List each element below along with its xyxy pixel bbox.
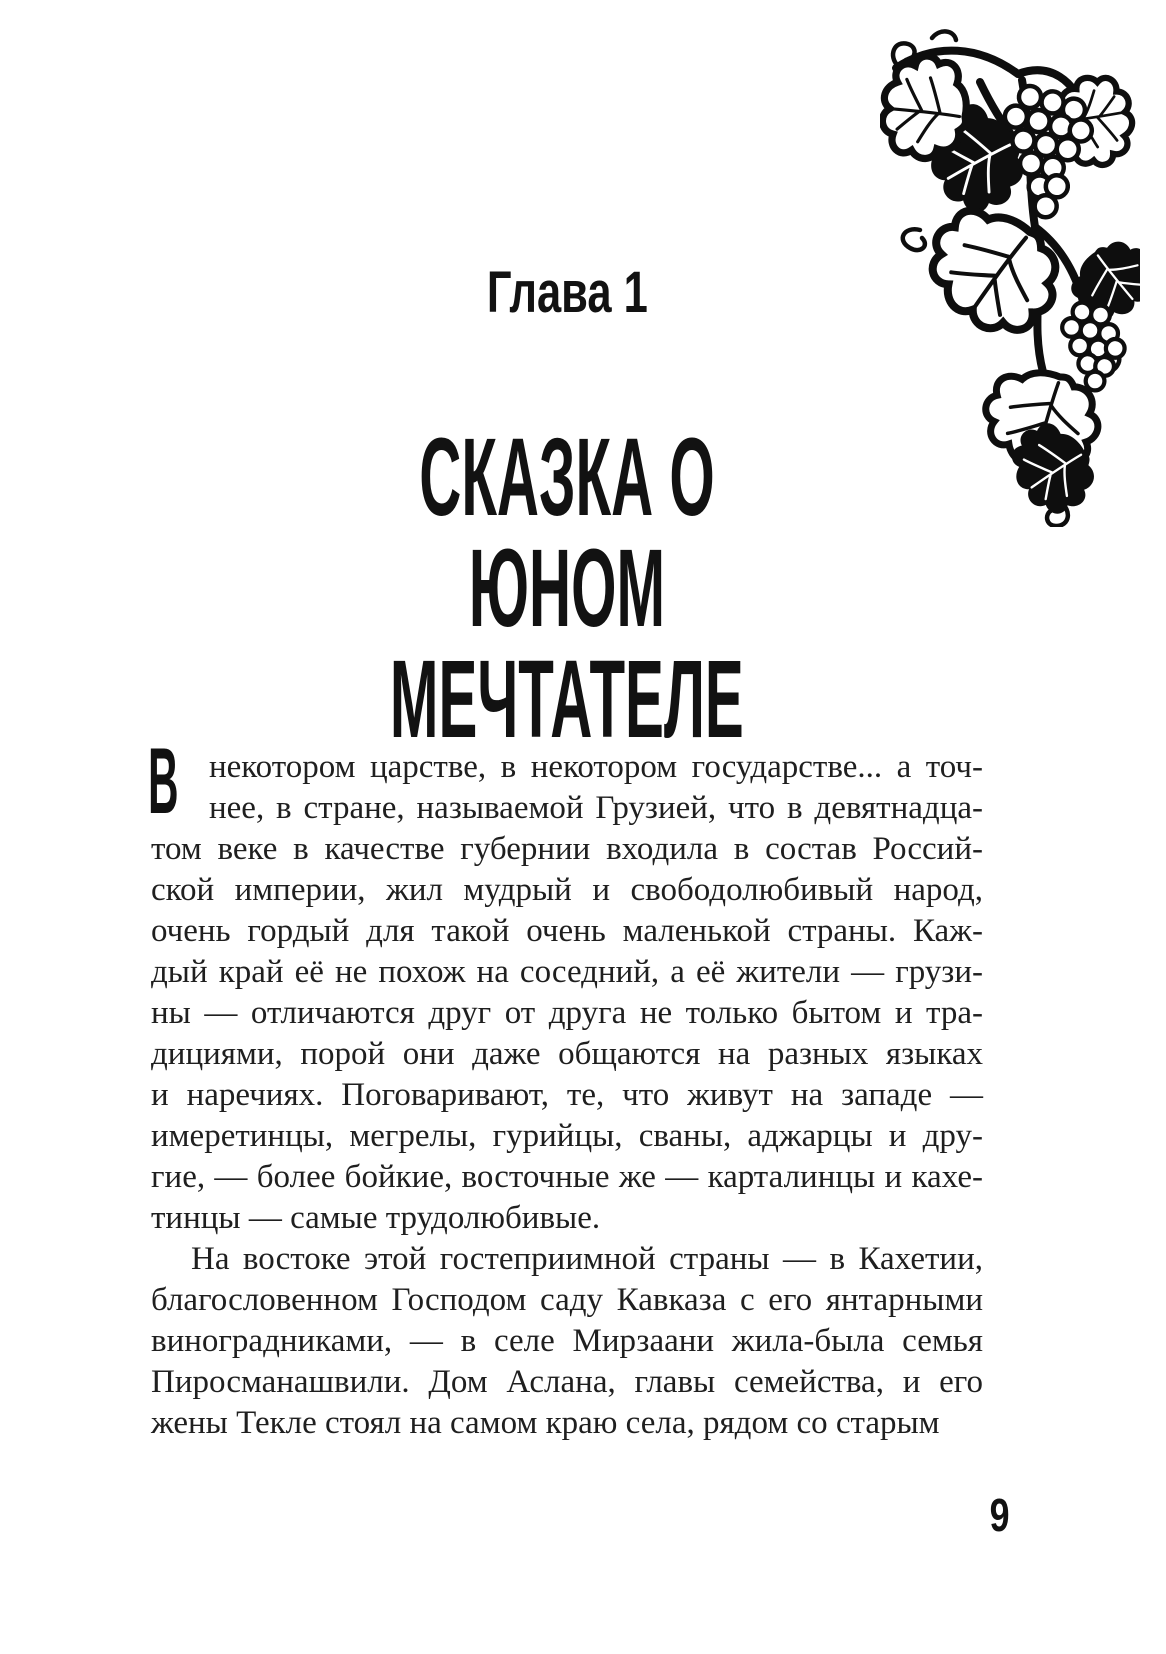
body-text [148, 728, 983, 1444]
text-line: нее, в стране, называемой Грузией, что в девятнадца- [209, 790, 983, 826]
chapter-label-text: Глава 1 [486, 260, 648, 325]
text-line: очень гордый для такой очень маленькой страны. Каж- [151, 913, 983, 949]
text-line: благословенном Господом саду Кавказа с его янтарными [151, 1282, 983, 1318]
text-line: том веке в качестве губернии входила в состав Россий- [151, 831, 983, 867]
page-number: 9 [990, 1489, 1010, 1541]
text-line: и наречиях. Поговаривают, те, что живут на западе — [151, 1077, 983, 1113]
chapter-title-line-2: МЕЧТАТЕЛЕ [390, 638, 744, 761]
text-line: дициями, порой они даже общаются на разных языках [151, 1036, 983, 1072]
text-line: тинцы — самые трудолюбивые. [151, 1200, 601, 1236]
text-line: гие, — более бойкие, восточные же — карталинцы и кахе- [151, 1159, 983, 1195]
text-line: виноградниками, — в селе Мирзаани жила-была семья [151, 1323, 983, 1359]
text-line: ской империи, жил мудрый и свободолюбивый народ, [151, 872, 983, 908]
text-line: жены Текле стоял на самом краю села, рядом со старым [151, 1405, 940, 1441]
text-line: некотором царстве, в некотором государстве... а точ- [209, 749, 983, 785]
text-line: дый край её не похож на соседний, а её жители — грузи- [151, 954, 983, 990]
chapter-label [151, 260, 983, 325]
chapter-title [151, 416, 983, 761]
text-line: имеретинцы, мегрелы, гурийцы, сваны, аджарцы и дру- [151, 1118, 983, 1154]
text-line: Пиросманашвили. Дом Аслана, главы семейства, и его [151, 1364, 983, 1400]
chapter-title-line-1: СКАЗКА О ЮНОМ [419, 416, 715, 650]
text-line: На востоке этой гостеприимной страны — в Кахетии, [191, 1241, 983, 1277]
drop-cap: В [148, 728, 179, 833]
text-line: ны — отличаются друг от друга не только бытом и тра- [151, 995, 983, 1031]
